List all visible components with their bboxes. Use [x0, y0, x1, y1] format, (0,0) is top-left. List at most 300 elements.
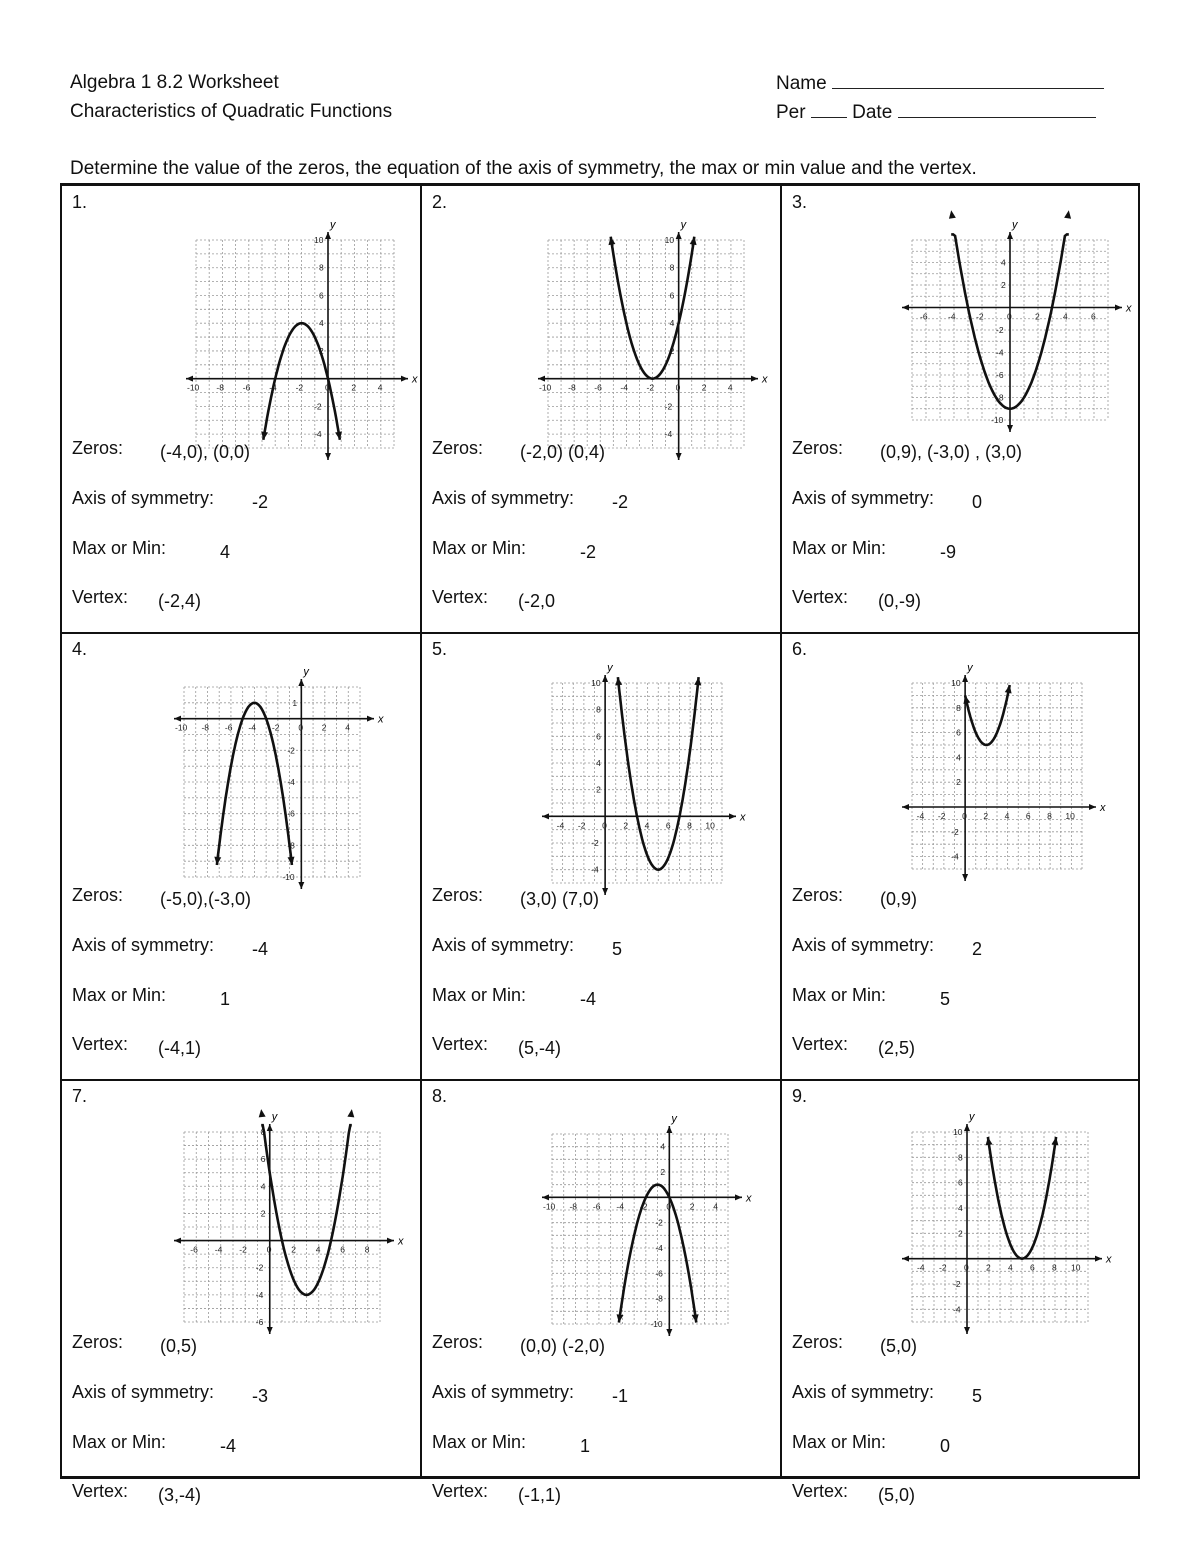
zeros-answer[interactable]: (-4,0), (0,0) [160, 442, 251, 462]
y-tick-label: -2 [287, 745, 295, 756]
x-tick-label: -6 [224, 722, 233, 733]
zeros-answer[interactable]: (0,5) [160, 1336, 198, 1356]
y-axis-arrow [676, 232, 682, 239]
x-tick-label: 8 [1047, 811, 1052, 821]
y-tick-label: 2 [958, 1228, 963, 1239]
maxmin-label: Max or Min: [72, 985, 167, 1005]
axis-label: Axis of symmetry: [432, 1382, 575, 1402]
vertex-label: Vertex: [792, 587, 849, 607]
maxmin-answer[interactable]: -4 [580, 989, 597, 1009]
x-tick-label: -6 [190, 1244, 198, 1255]
x-axis-label: x [412, 373, 418, 386]
zeros-answer[interactable]: (3,0) (7,0) [520, 889, 600, 909]
x-tick-label: 0 [666, 1201, 672, 1212]
axis-label: Axis of symmetry: [792, 488, 935, 508]
name-blank[interactable] [832, 72, 1104, 89]
zeros-label: Zeros: [432, 885, 484, 905]
axis-answer[interactable]: 5 [612, 939, 623, 959]
y-tick-label: -6 [655, 1268, 663, 1279]
x-tick-label: -6 [594, 382, 602, 393]
y-tick-label: 2 [956, 777, 961, 788]
problem-cell-4 [70, 633, 414, 1079]
x-axis-label: x [740, 811, 746, 824]
x-tick-label: 2 [623, 820, 629, 831]
vertex-answer[interactable]: (3,-4) [158, 1485, 202, 1505]
problem-cell-2 [430, 186, 774, 632]
x-axis-arrow [902, 305, 909, 311]
x-tick-label: 0 [675, 382, 681, 393]
vertex-label: Vertex: [432, 1481, 489, 1501]
maxmin-answer[interactable]: 4 [220, 542, 231, 562]
column-divider [780, 186, 782, 1476]
x-axis-arrow [387, 1238, 394, 1244]
axis-label: Axis of symmetry: [432, 488, 575, 508]
x-tick-label: -4 [214, 1244, 223, 1255]
y-tick-label: -6 [996, 370, 1004, 380]
x-tick-label: 0 [1007, 311, 1012, 322]
x-tick-label: 6 [1091, 311, 1096, 322]
y-tick-label: 4 [956, 752, 961, 763]
worksheet-title: Algebra 1 8.2 Worksheet [70, 72, 279, 93]
axis-answer[interactable]: 5 [972, 1386, 983, 1406]
x-axis-arrow [902, 1256, 909, 1262]
y-axis-arrow [298, 882, 304, 889]
x-axis-arrow [174, 716, 181, 722]
x-axis-arrow [367, 716, 374, 722]
quadratic-graph [532, 662, 746, 901]
x-axis-arrow [729, 813, 736, 819]
y-tick-label: 8 [958, 1152, 963, 1163]
x-tick-label: -8 [569, 1201, 578, 1212]
zeros-answer[interactable]: (5,0) [880, 1336, 918, 1356]
axis-label: Axis of symmetry: [72, 1382, 215, 1402]
x-tick-label: 6 [1030, 1262, 1035, 1273]
vertex-label: Vertex: [432, 587, 489, 607]
x-tick-label: 0 [602, 820, 607, 831]
x-axis-arrow [401, 376, 408, 382]
x-axis-arrow [902, 804, 909, 810]
x-tick-label: -10 [187, 382, 200, 393]
maxmin-label: Max or Min: [432, 1432, 527, 1452]
problem-cell-6 [790, 633, 1134, 1079]
y-tick-label: 4 [669, 318, 675, 329]
y-tick-label: -6 [287, 808, 295, 819]
y-tick-label: 8 [319, 262, 324, 273]
x-tick-label: -4 [916, 811, 925, 821]
vertex-label: Vertex: [72, 1481, 129, 1501]
x-tick-label: 4 [727, 382, 733, 393]
problem-number: 4. [72, 639, 88, 659]
vertex-answer[interactable]: (-4,1) [158, 1038, 202, 1058]
x-axis-arrow [542, 813, 549, 819]
y-tick-label: 10 [314, 235, 324, 245]
x-tick-label: 0 [266, 1244, 272, 1255]
x-tick-label: -4 [616, 1201, 624, 1212]
problem-number: 7. [72, 1086, 88, 1106]
vertex-answer[interactable]: (-2,0 [518, 591, 556, 611]
x-tick-label: 4 [713, 1201, 719, 1212]
y-axis-label: y [969, 1111, 975, 1123]
maxmin-label: Max or Min: [792, 538, 887, 558]
y-tick-label: 1 [292, 697, 298, 708]
x-tick-label: -8 [216, 382, 224, 393]
axis-label: Axis of symmetry: [792, 935, 935, 955]
x-tick-label: 8 [1052, 1262, 1057, 1273]
y-tick-label: -4 [591, 864, 599, 875]
zeros-label: Zeros: [792, 1332, 844, 1352]
axis-answer[interactable]: 0 [972, 492, 983, 512]
axis-label: Axis of symmetry: [72, 488, 215, 508]
x-tick-label: 0 [325, 382, 330, 393]
problem-cell-9 [790, 1080, 1134, 1526]
vertex-label: Vertex: [432, 1034, 489, 1054]
x-tick-label: 0 [962, 811, 967, 821]
axis-label: Axis of symmetry: [792, 1382, 935, 1402]
y-tick-label: -2 [664, 401, 673, 412]
problem-cell-3 [790, 186, 1134, 632]
axis-answer[interactable]: -1 [612, 1386, 629, 1406]
x-axis-arrow [186, 376, 193, 382]
y-tick-label: 8 [669, 262, 675, 273]
x-tick-label: 4 [1004, 811, 1010, 821]
problem-cell-5 [430, 633, 774, 1079]
y-tick-label: -4 [287, 777, 295, 787]
vertex-label: Vertex: [72, 1034, 129, 1054]
x-tick-label: 2 [983, 811, 989, 821]
y-axis-label: y [303, 666, 309, 678]
x-tick-label: 2 [351, 382, 357, 393]
maxmin-answer[interactable]: 1 [220, 989, 231, 1009]
worksheet-subtitle: Characteristics of Quadratic Functions [70, 101, 393, 122]
x-tick-label: 2 [321, 722, 327, 733]
x-tick-label: -4 [269, 382, 277, 393]
y-tick-label: 6 [260, 1154, 266, 1165]
problem-grid [60, 183, 1140, 1505]
problem-cell-7 [70, 1080, 414, 1526]
axis-answer[interactable]: 2 [972, 939, 983, 959]
y-tick-label: -10 [650, 1319, 663, 1329]
y-tick-label: 8 [956, 702, 961, 713]
x-axis-arrow [1095, 1256, 1102, 1262]
quadratic-graph [164, 666, 384, 895]
maxmin-label: Max or Min: [432, 538, 527, 558]
y-axis-label: y [680, 219, 687, 231]
instructions: Determine the value of the zeros, the equation of the axis of symmetry, the max or min value and the vertex. [70, 158, 977, 179]
y-tick-label: 4 [1001, 257, 1006, 268]
quadratic-graph [528, 219, 768, 466]
x-tick-label: -2 [239, 1244, 247, 1255]
x-tick-label: -2 [577, 820, 586, 831]
x-tick-label: -2 [639, 1201, 648, 1212]
y-tick-label: -4 [951, 851, 959, 862]
x-tick-label: 10 [1071, 1262, 1081, 1273]
y-tick-label: -6 [255, 1317, 264, 1327]
x-tick-label: 8 [364, 1244, 370, 1255]
y-axis-label: y [330, 219, 336, 231]
maxmin-label: Max or Min: [792, 985, 887, 1005]
x-tick-label: 0 [964, 1262, 969, 1273]
zeros-label: Zeros: [792, 438, 844, 458]
y-axis-arrow [267, 1124, 273, 1131]
x-tick-label: -4 [556, 820, 565, 831]
maxmin-answer[interactable]: -4 [220, 1436, 237, 1456]
x-axis-arrow [538, 376, 545, 382]
x-axis-arrow [174, 1238, 181, 1244]
x-tick-label: 2 [986, 1262, 991, 1273]
x-tick-label: 2 [701, 382, 707, 393]
parabola-arrow [259, 1109, 266, 1117]
column-divider [420, 186, 422, 1476]
y-tick-label: -2 [591, 838, 599, 848]
y-tick-label: -2 [953, 1279, 961, 1289]
quadratic-graph [892, 662, 1106, 887]
zeros-answer[interactable]: (0,0) (-2,0) [520, 1336, 606, 1356]
problem-number: 9. [792, 1086, 808, 1106]
zeros-answer[interactable]: (-2,0) (0,4) [520, 442, 606, 462]
problem-number: 8. [432, 1086, 448, 1106]
x-tick-label: -8 [201, 722, 210, 733]
zeros-label: Zeros: [72, 1332, 124, 1352]
axis-label: Axis of symmetry: [432, 935, 575, 955]
x-tick-label: -4 [917, 1262, 925, 1273]
y-tick-label: 8 [260, 1127, 266, 1137]
maxmin-label: Max or Min: [72, 538, 167, 558]
y-tick-label: -8 [655, 1293, 663, 1304]
x-axis-label: x [398, 1235, 404, 1248]
problem-number: 1. [72, 192, 88, 212]
x-axis-label: x [1106, 1253, 1112, 1266]
vertex-label: Vertex: [792, 1034, 849, 1054]
y-tick-label: 10 [591, 678, 601, 688]
y-axis-arrow [267, 1327, 273, 1334]
problem-cell-8 [430, 1080, 774, 1526]
x-tick-label: 8 [687, 820, 692, 831]
zeros-label: Zeros: [72, 438, 124, 458]
x-tick-label: 2 [291, 1244, 296, 1255]
y-axis-arrow [666, 1126, 672, 1133]
parabola-curve [965, 685, 1010, 745]
vertex-answer[interactable]: (-2,4) [158, 591, 202, 611]
y-tick-label: 6 [956, 727, 961, 738]
y-axis-arrow [962, 874, 968, 881]
y-tick-label: 2 [669, 345, 675, 356]
zeros-answer[interactable]: (0,9), (-3,0) , (3,0) [880, 442, 1023, 462]
y-tick-label: -10 [282, 872, 295, 882]
y-axis-arrow [964, 1327, 970, 1334]
zeros-answer[interactable]: (-5,0),(-3,0) [160, 889, 252, 909]
x-tick-label: -2 [646, 382, 655, 393]
y-axis-arrow [666, 1329, 672, 1336]
y-tick-label: 10 [664, 235, 675, 245]
y-axis-label: y [271, 1111, 278, 1123]
y-tick-label: 4 [958, 1203, 963, 1213]
x-tick-label: 4 [1063, 311, 1068, 322]
y-tick-label: 6 [319, 290, 324, 301]
parabola-arrow [1064, 210, 1071, 218]
y-tick-label: -4 [655, 1243, 663, 1253]
y-tick-label: 8 [596, 704, 601, 715]
vertex-label: Vertex: [72, 587, 129, 607]
quadratic-graph [892, 1111, 1112, 1340]
y-tick-label: 10 [953, 1127, 963, 1137]
y-tick-label: -2 [314, 401, 322, 412]
x-tick-label: -6 [242, 382, 251, 393]
per-blank[interactable] [811, 101, 847, 118]
y-tick-label: -2 [255, 1262, 264, 1273]
zeros-label: Zeros: [792, 885, 844, 905]
x-axis-arrow [751, 376, 758, 382]
quadratic-graph [176, 219, 418, 466]
x-axis-label: x [1100, 802, 1106, 814]
x-tick-label: 4 [1008, 1262, 1013, 1273]
x-tick-label: 4 [315, 1244, 321, 1255]
vertex-answer[interactable]: (5,0) [878, 1485, 916, 1505]
maxmin-label: Max or Min: [432, 985, 527, 1005]
x-tick-label: 4 [377, 382, 383, 393]
quadratic-graph [164, 1111, 404, 1340]
y-tick-label: -8 [996, 392, 1004, 403]
x-tick-label: -2 [937, 811, 946, 821]
y-tick-label: -8 [287, 840, 295, 851]
x-tick-label: -2 [295, 382, 304, 393]
x-axis-arrow [1115, 305, 1122, 311]
x-axis-arrow [735, 1194, 742, 1200]
x-axis-arrow [542, 1194, 549, 1200]
maxmin-answer[interactable]: -9 [940, 542, 957, 562]
y-axis-arrow [1007, 425, 1013, 432]
x-tick-label: 2 [689, 1201, 695, 1212]
y-axis-label: y [607, 662, 613, 674]
y-axis-arrow [962, 675, 968, 682]
maxmin-answer[interactable]: -2 [580, 542, 597, 562]
y-tick-label: -4 [996, 347, 1004, 358]
axis-answer[interactable]: -4 [252, 939, 269, 959]
zeros-label: Zeros: [432, 438, 484, 458]
x-axis-label: x [378, 713, 384, 726]
per-label: Per [776, 102, 806, 123]
y-tick-label: -10 [991, 415, 1004, 425]
x-axis-label: x [762, 373, 768, 386]
maxmin-answer[interactable]: 5 [940, 989, 951, 1009]
y-axis-arrow [1007, 232, 1013, 239]
x-tick-label: 10 [1065, 811, 1075, 821]
y-axis-label: y [671, 1113, 677, 1125]
axis-answer[interactable]: -2 [612, 492, 629, 512]
x-tick-label: 2 [1035, 311, 1040, 322]
y-axis-arrow [676, 453, 682, 460]
y-tick-label: 4 [660, 1141, 666, 1152]
y-tick-label: 4 [319, 318, 324, 329]
vertex-answer[interactable]: (5,-4) [518, 1038, 562, 1058]
x-tick-label: 4 [644, 820, 650, 831]
y-tick-label: 6 [958, 1177, 963, 1188]
problem-cell-1 [70, 186, 418, 632]
y-tick-label: -4 [255, 1289, 264, 1300]
y-tick-label: -4 [953, 1304, 961, 1315]
quadratic-graph [532, 1113, 752, 1342]
vertex-label: Vertex: [792, 1481, 849, 1501]
maxmin-answer[interactable]: 0 [940, 1436, 951, 1456]
y-tick-label: -4 [314, 429, 322, 440]
y-axis-arrow [325, 232, 331, 239]
y-tick-label: 2 [1001, 280, 1006, 290]
x-tick-label: -4 [248, 722, 256, 733]
x-tick-label: -2 [939, 1262, 947, 1273]
x-tick-label: -2 [271, 722, 280, 733]
y-tick-label: -2 [996, 325, 1004, 335]
x-tick-label: 6 [340, 1244, 345, 1255]
problem-number: 6. [792, 639, 808, 659]
x-tick-label: -10 [175, 722, 188, 733]
date-blank[interactable] [898, 101, 1096, 118]
y-axis-label: y [1012, 219, 1018, 231]
x-axis-label: x [1126, 302, 1132, 315]
maxmin-label: Max or Min: [792, 1432, 887, 1452]
parabola-arrow [949, 210, 956, 218]
y-axis-arrow [325, 453, 331, 460]
y-tick-label: 2 [596, 784, 601, 795]
y-tick-label: 6 [596, 731, 601, 742]
maxmin-answer[interactable]: 1 [580, 1436, 591, 1456]
vertex-answer[interactable]: (-1,1) [518, 1485, 562, 1505]
zeros-answer[interactable]: (0,9) [880, 889, 918, 909]
date-label: Date [852, 102, 893, 123]
axis-answer[interactable]: -2 [252, 492, 269, 512]
y-tick-label: 2 [660, 1167, 666, 1177]
x-axis-label: x [746, 1192, 752, 1205]
vertex-answer[interactable]: (2,5) [878, 1038, 916, 1058]
y-tick-label: 4 [596, 758, 601, 768]
x-tick-label: 4 [345, 722, 351, 733]
y-axis-arrow [964, 1124, 970, 1131]
x-tick-label: -6 [592, 1201, 601, 1212]
x-tick-label: 0 [298, 722, 304, 733]
y-tick-label: 6 [669, 290, 675, 301]
per-date-field[interactable] [776, 101, 1096, 124]
x-tick-label: 6 [665, 820, 671, 831]
zeros-label: Zeros: [72, 885, 124, 905]
y-tick-label: 2 [319, 345, 324, 356]
y-axis-label: y [967, 662, 973, 674]
y-tick-label: 2 [260, 1208, 266, 1219]
y-tick-label: 10 [951, 678, 961, 688]
x-tick-label: -10 [543, 1201, 556, 1212]
vertex-answer[interactable]: (0,-9) [878, 591, 922, 611]
problem-number: 5. [432, 639, 448, 659]
y-axis-arrow [602, 888, 608, 895]
x-tick-label: -4 [620, 382, 628, 393]
x-tick-label: -2 [976, 311, 984, 322]
x-tick-label: -6 [920, 311, 928, 322]
x-axis-arrow [1089, 804, 1096, 810]
axis-answer[interactable]: -3 [252, 1386, 269, 1406]
y-tick-label: -2 [951, 826, 959, 837]
maxmin-label: Max or Min: [72, 1432, 167, 1452]
zeros-label: Zeros: [432, 1332, 484, 1352]
quadratic-graph [892, 219, 1132, 438]
x-tick-label: -4 [948, 311, 956, 322]
problem-number: 2. [432, 192, 448, 212]
y-axis-arrow [298, 679, 304, 686]
x-tick-label: -10 [539, 382, 552, 393]
x-tick-label: 10 [705, 820, 715, 831]
y-tick-label: -4 [664, 429, 673, 440]
name-label: Name [776, 73, 827, 94]
name-field[interactable] [776, 72, 1104, 95]
y-tick-label: -2 [655, 1217, 663, 1228]
axis-label: Axis of symmetry: [72, 935, 215, 955]
y-tick-label: 4 [260, 1181, 266, 1192]
